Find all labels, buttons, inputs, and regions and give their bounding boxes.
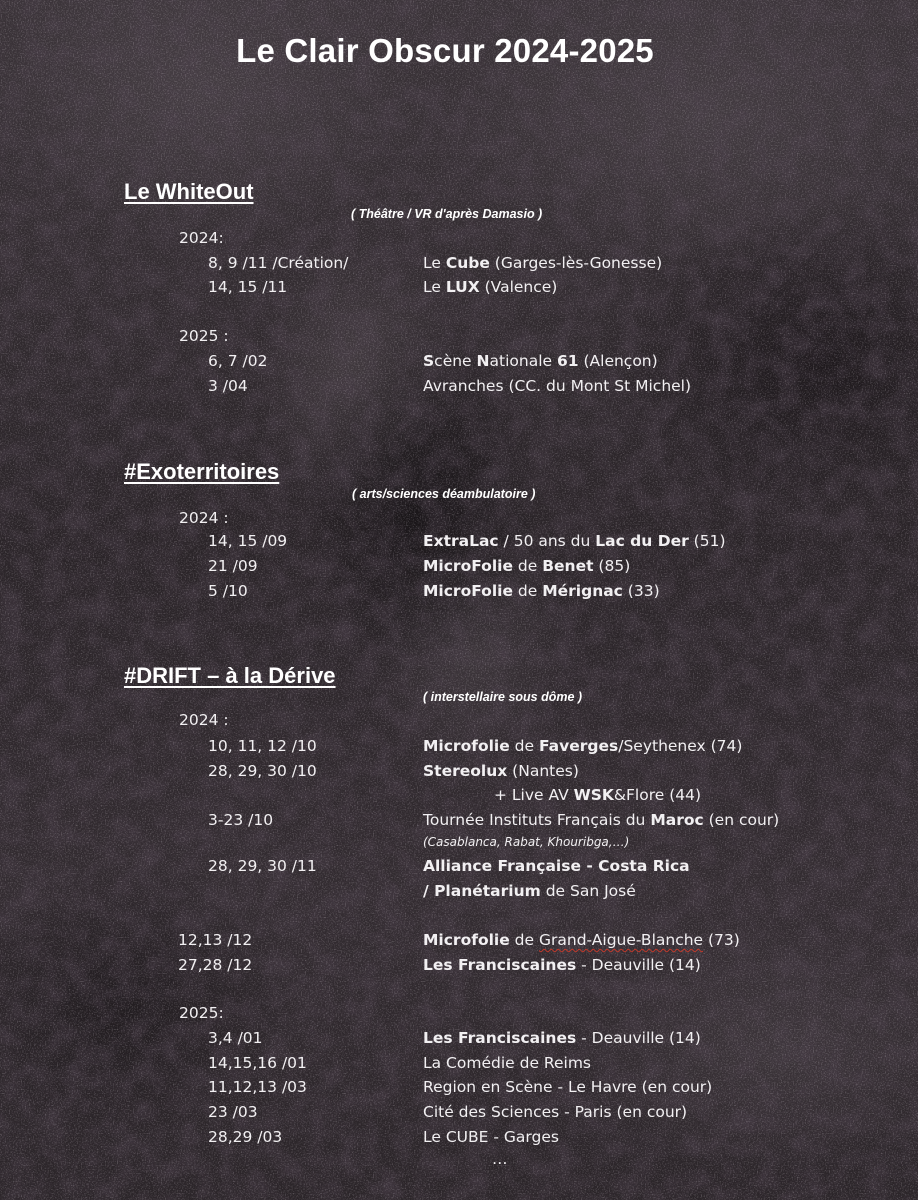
event-date: 3-23 /10 xyxy=(208,811,274,829)
event-venue: Les Franciscaines - Deauville (14) xyxy=(423,956,701,974)
section-subtitle-drift: ( interstellaire sous dôme ) xyxy=(423,690,583,704)
section-subtitle-exoterritoires: ( arts/sciences déambulatoire ) xyxy=(352,487,536,501)
event-date: 21 /09 xyxy=(208,557,258,575)
event-date: 11,12,13 /03 xyxy=(208,1078,307,1096)
event-venue: Le LUX (Valence) xyxy=(423,278,558,296)
event-venue: Scène Nationale 61 (Alençon) xyxy=(423,352,658,370)
event-venue: Region en Scène - Le Havre (en cour) xyxy=(423,1078,713,1096)
section-heading-drift: #DRIFT – à la Dérive xyxy=(124,663,336,688)
year-label-2025: 2025: xyxy=(179,1004,224,1022)
event-venue: ExtraLac / 50 ans du Lac du Der (51) xyxy=(423,532,726,550)
event-date: 8, 9 /11 /Création/ xyxy=(208,254,349,272)
event-date: 3,4 /01 xyxy=(208,1029,263,1047)
event-venue: Stereolux (Nantes) xyxy=(423,762,579,780)
event-note: (Casablanca, Rabat, Khouribga,…) xyxy=(423,835,630,849)
event-venue: Avranches (CC. du Mont St Michel) xyxy=(423,377,692,395)
event-date: 14,15,16 /01 xyxy=(208,1054,307,1072)
event-venue: Le Cube (Garges-lès-Gonesse) xyxy=(423,254,663,272)
event-date: 3 /04 xyxy=(208,377,248,395)
event-venue: MicroFolie de Benet (85) xyxy=(423,557,631,575)
event-date: 23 /03 xyxy=(208,1103,258,1121)
event-date: 14, 15 /09 xyxy=(208,532,288,550)
event-venue: MicroFolie de Mérignac (33) xyxy=(423,582,660,600)
event-date: 28,29 /03 xyxy=(208,1128,283,1146)
event-date: 5 /10 xyxy=(208,582,248,600)
event-venue-extra: / Planétarium de San José xyxy=(423,882,636,900)
event-venue: Les Franciscaines - Deauville (14) xyxy=(423,1029,701,1047)
event-venue: Le CUBE - Garges xyxy=(423,1128,559,1146)
event-venue: Tournée Instituts Français du Maroc (en cour) xyxy=(423,811,780,829)
event-venue: La Comédie de Reims xyxy=(423,1054,592,1072)
year-label-2025: 2025 : xyxy=(179,327,229,345)
event-date: 27,28 /12 xyxy=(178,956,253,974)
section-heading-exoterritoires: #Exoterritoires xyxy=(124,459,280,484)
year-label-2024: 2024 : xyxy=(179,711,229,729)
event-venue: Alliance Française - Costa Rica xyxy=(423,857,690,875)
event-venue: Microfolie de Grand-Aigue-Blanche (73) xyxy=(423,931,740,949)
event-date: 14, 15 /11 xyxy=(208,278,288,296)
event-date: 12,13 /12 xyxy=(178,931,253,949)
event-date: 28, 29, 30 /11 xyxy=(208,857,317,875)
section-heading-whiteout: Le WhiteOut xyxy=(124,179,254,204)
event-date: 28, 29, 30 /10 xyxy=(208,762,317,780)
event-venue: Microfolie de Faverges/Seythenex (74) xyxy=(423,737,743,755)
event-date: 6, 7 /02 xyxy=(208,352,268,370)
event-date: 10, 11, 12 /10 xyxy=(208,737,317,755)
section-subtitle-whiteout: ( Théâtre / VR d'après Damasio ) xyxy=(351,207,543,221)
event-venue-extra: + Live AV WSK&Flore (44) xyxy=(494,786,702,804)
page-title: Le Clair Obscur 2024-2025 xyxy=(236,32,654,69)
year-label-2024: 2024: xyxy=(179,229,224,247)
year-label-2024: 2024 : xyxy=(179,509,229,527)
event-venue: Cité des Sciences - Paris (en cour) xyxy=(423,1103,688,1121)
ellipsis: … xyxy=(492,1150,508,1168)
